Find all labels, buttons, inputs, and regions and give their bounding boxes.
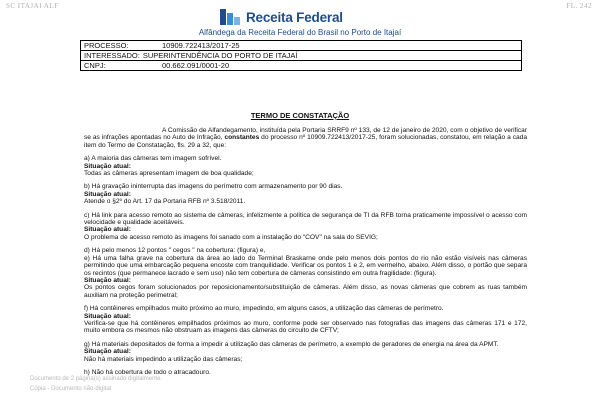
document-title: TERMO DE CONSTATAÇÃO <box>250 111 350 120</box>
org-name: Receita Federal <box>246 9 343 25</box>
stamp-page-number: FL. 242 <box>566 2 592 10</box>
interessado-value: SUPERINTENDÊNCIA DO PORTO DE ITAJAÍ <box>142 51 298 60</box>
interessado-label: INTERESSADO: <box>84 51 140 60</box>
item-b: b) Há gravação ininterrupta das imagens do perímetro com armazenamento por 90 dias. Situação atual: Atende o §2º do Art. 17 da Portaria RFB nº 3.518/2011. <box>84 183 343 206</box>
org-subtitle: Alfândega da Receita Federal do Brasil no Porto de Itajaí <box>198 28 402 37</box>
header-logo <box>219 8 343 26</box>
stamp-unit: SC ITAJAI ALF <box>6 2 59 10</box>
receita-federal-logo-icon <box>219 8 243 26</box>
interessado-row <box>81 51 521 61</box>
process-info-box <box>80 40 522 71</box>
footer-copy-note: Cópia - Documento não-digital <box>30 386 112 392</box>
intro-paragraph: A Comissão de Alfandegamento, instituída pela Portaria SRRF9 nº 133, de 12 de janeiro de 2020, com o objetivo de verificar se as infrações apontadas no Auto de Infração, constantes do processo nº 10909.722413/2017-25, foram solucionadas, constatou, em relação a cada item do Termo de Constatação, fls. 29 a 32, que: <box>84 127 528 149</box>
item-c: c) Há link para acesso remoto ao sistema de câmeras, infelizmente a política de segurança de TI da RFB torna praticamente impossível o acesso com velocidade e qualidade aceitáveis. Situação atual: O problema de acesso remoto às imagens foi sanado com a instalação do "COV" na sala do SEVIG; <box>84 211 527 241</box>
document-body <box>84 127 527 376</box>
item-g: g) Há materiais depositados de forma a impedir a utilização das câmeras de perímetro, a exemplo de geradores de energia na área da APMT. Situação atual: Não há materiais impedindo a utilização das câmeras; <box>84 340 499 363</box>
item-a: a) A maioria das câmeras tem imagem sofrível. Situação atual: Todas as câmeras apresentam imagem de boa qualidade; <box>84 155 254 178</box>
cnpj-value: 00.662.091/0001-20 <box>162 61 230 70</box>
item-d-e: d) Há pelo menos 12 pontos " cegos " na cobertura: (figura) e, e) Há uma falha grave na cobertura da área ao lado do Terminal Braskarne onde pelo menos dois pontos do rio não estão visíveis nas câmeras permitindo que uma embarcação pequena encoste com tranquilidade. Verificar os pontos 1 e 2, em vermelho, abaixo. Além disso, o portão que separa os recintos (que permanece lacrado e sem uso) não tem cobertura de câmeras consistindo em outra fragilidade: (figura). Situação atual: Os pontos cegos foram solucionados por reposicionamento/substituição de câmeras. Além disso, as novas câmeras que cobrem as ruas também auxiliam na proteção perimetral; <box>84 247 527 299</box>
processo-label: PROCESSO: <box>84 41 129 50</box>
item-f: f) Há contêineres empilhados muito próximo ao muro, impedindo, em alguns casos, a utilização das câmeras de perímetro. Situação atual: Verifica-se que há contêineres empilhados próximos ao muro, conforme pode ser observado nas fotografias das imagens das câmeras 171 e 172, muito embora os mesmos não obstruam as imagens das câmeras do circuito de CFTV; <box>84 305 527 335</box>
cnpj-label: CNPJ: <box>84 61 106 70</box>
item-h: h) Não há cobertura de todo o atracadouro. <box>84 368 211 376</box>
processo-value: 10909.722413/2017-25 <box>162 41 240 50</box>
processo-row <box>81 41 521 51</box>
footer-signature-note: Documento de 2 página(s) assinado digitalmente. <box>30 376 163 382</box>
cnpj-row <box>81 61 521 70</box>
